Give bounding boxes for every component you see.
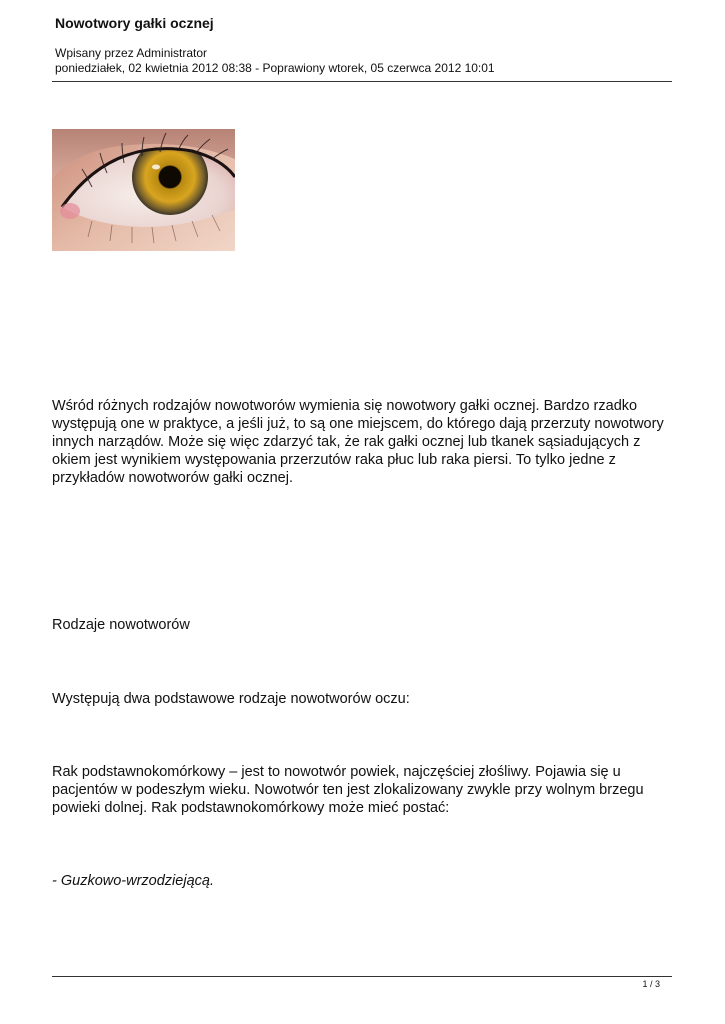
author-line: Wpisany przez Administrator: [55, 46, 208, 60]
article-meta: [55, 46, 495, 76]
header-divider: [52, 81, 672, 82]
types-intro-paragraph: Występują dwa podstawowe rodzaje nowotworów oczu:: [52, 691, 410, 707]
list-item: - Guzkowo-wrzodziejącą.: [52, 873, 214, 889]
page-number: 1 / 3: [642, 979, 660, 989]
eye-photo: [52, 129, 235, 251]
footer-divider: [52, 976, 672, 977]
intro-paragraph: Wśród różnych rodzajów nowotworów wymienia się nowotwory gałki ocznej. Bardzo rzadko występują one w praktyce, a jeśli już, to są one miejscem, do którego dają przerzuty nowotwory innych narządów. Może się więc zdarzyć tak, że rak gałki ocznej lub tkanek sąsiadujących z okiem jest wynikiem występowania przerzutów raka płuc lub raka piersi. To tylko jedne z przykładów nowotworów gałki ocznej.: [52, 398, 664, 486]
article-title: Nowotwory gałki ocznej: [55, 15, 214, 31]
date-line: poniedziałek, 02 kwietnia 2012 08:38 - Poprawiony wtorek, 05 czerwca 2012 10:01: [55, 61, 495, 75]
section-heading: Rodzaje nowotworów: [52, 617, 190, 633]
basal-cell-paragraph: Rak podstawnokomórkowy – jest to nowotwór powiek, najczęściej złośliwy. Pojawia się u pacjentów w podeszłym wieku. Nowotwór ten jest zlokalizowany zwykle przy wolnym brzegu powieki dolnej. Rak podstawnokomórkowy może mieć postać:: [52, 764, 644, 816]
